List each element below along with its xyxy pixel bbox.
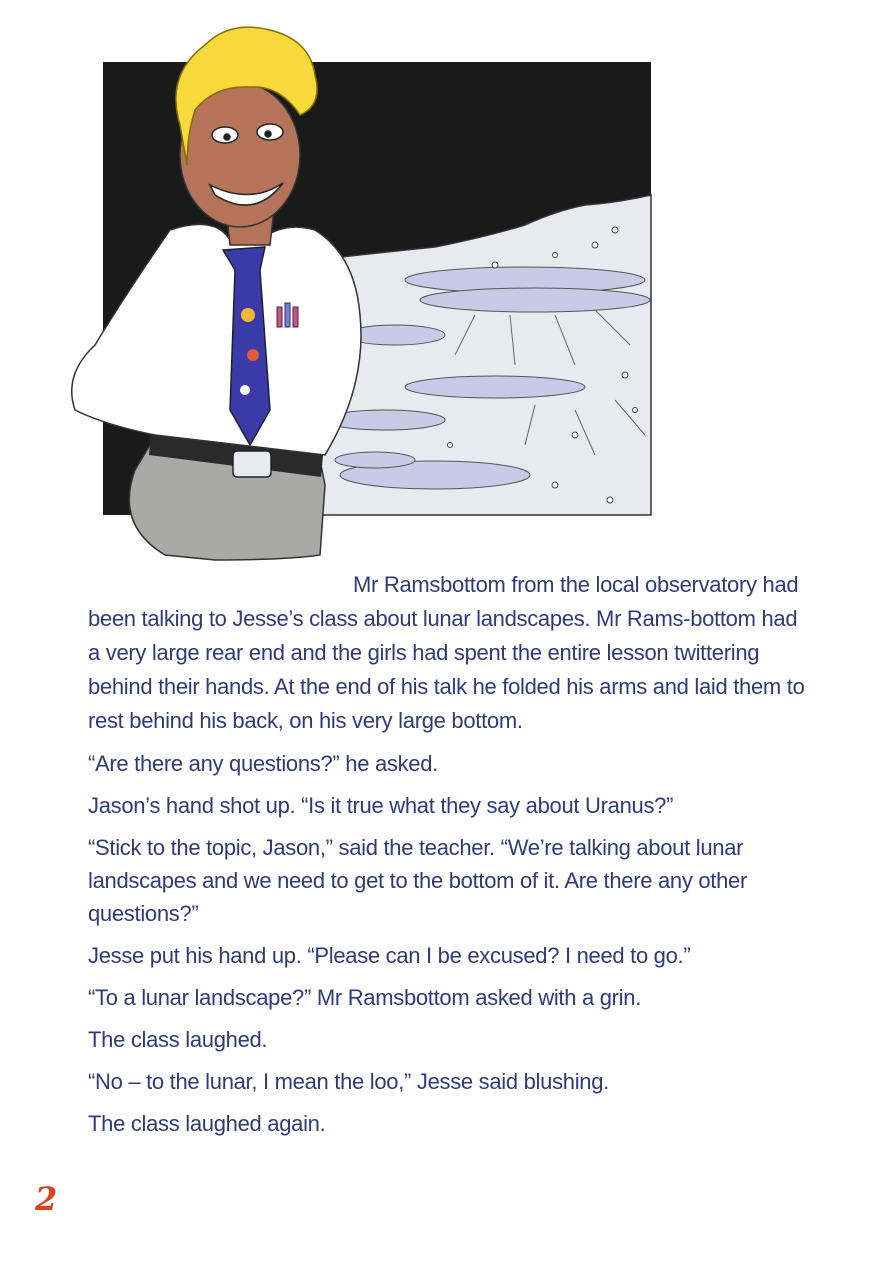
story-paragraph-8: “No – to the lunar, I mean the loo,” Jesse said blushing. [88, 1069, 609, 1094]
belt-buckle [233, 451, 271, 477]
story-paragraph-2: “Are there any questions?” he asked. [88, 751, 438, 776]
illustration-teacher-moon [55, 15, 675, 580]
story-paragraph-7: The class laughed. [88, 1027, 268, 1052]
story-paragraph-4: “Stick to the topic, Jason,” said the teacher. “We’re talking about lunar landscapes and we need to get to the bottom of it. Are there any other questions?” [88, 835, 748, 926]
story-text [88, 568, 808, 1149]
story-paragraph-6: “To a lunar landscape?” Mr Ramsbottom asked with a grin. [88, 985, 642, 1010]
pocket-pens [277, 303, 298, 327]
story-paragraph-3: Jason’s hand shot up. “Is it true what they say about Uranus?” [88, 793, 674, 818]
story-paragraph-1 [88, 568, 808, 738]
story-paragraph-5: Jesse put his hand up. “Please can I be excused? I need to go.” [88, 943, 691, 968]
illustration-svg [55, 15, 675, 580]
story-paragraph-9: The class laughed again. [88, 1111, 326, 1136]
page-number: 2 [35, 1180, 58, 1218]
story-paragraph-1-text: Mr Ramsbottom from the local observatory had been talking to Jesse’s class about lunar landscapes. Mr Rams-bottom had a very large rear end and the girls had spent the entire lesson twittering behind their hands. At the end of his talk he folded his arms and laid them to rest behind his back, on his very large bottom. [88, 572, 805, 733]
